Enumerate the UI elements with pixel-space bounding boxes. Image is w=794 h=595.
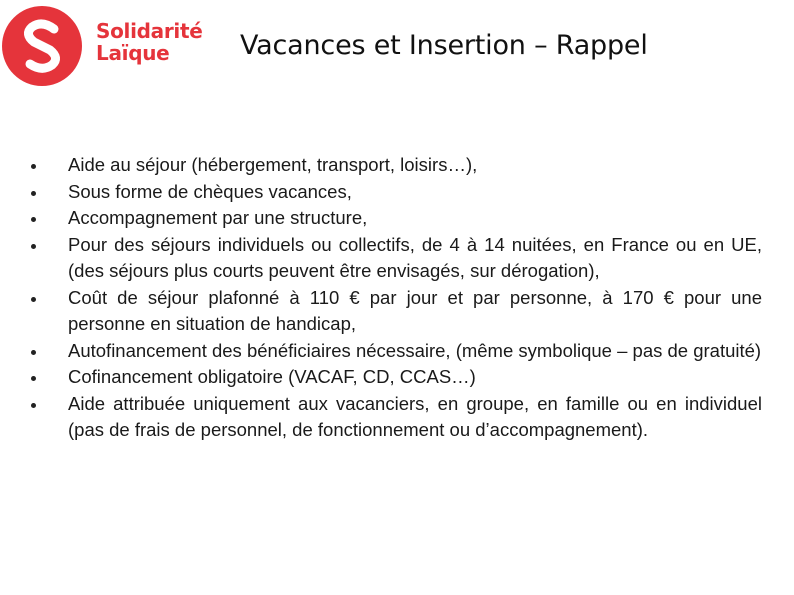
bullet-dot-icon xyxy=(31,217,36,222)
list-item-text: Pour des séjours individuels ou collectifs, de 4 à 14 nuitées, en France ou en UE, (des séjours plus courts peuvent être envisagés, sur dérogation), xyxy=(68,233,762,281)
list-item-text: Cofinancement obligatoire (VACAF, CD, CCAS…) xyxy=(68,366,476,387)
list-item xyxy=(28,391,762,444)
logo-line-2: Laïque xyxy=(96,41,170,65)
list-item-text: Accompagnement par une structure, xyxy=(68,207,368,228)
logo-wordmark xyxy=(96,20,203,64)
page-title: Vacances et Insertion – Rappel xyxy=(240,30,648,61)
list-item xyxy=(28,364,762,391)
bullet-list xyxy=(28,152,762,444)
list-item xyxy=(28,285,762,338)
list-item-text: Autofinancement des bénéficiaires nécessaire, (même symbolique – pas de gratuité) xyxy=(68,339,762,361)
brand-logo xyxy=(2,6,203,86)
bullet-dot-icon xyxy=(31,297,36,302)
logo-line-1: Solidarité xyxy=(96,19,203,43)
bullet-dot-icon xyxy=(31,164,36,169)
list-item xyxy=(28,338,762,365)
list-item xyxy=(28,152,762,179)
s-logo-icon xyxy=(2,6,82,86)
list-item-text: Coût de séjour plafonné à 110 € par jour et par personne, à 170 € pour une personne en situation de handicap, xyxy=(68,286,762,334)
list-item-text: Aide au séjour (hébergement, transport, loisirs…), xyxy=(68,154,478,175)
bullet-dot-icon xyxy=(31,350,36,355)
list-item xyxy=(28,205,762,232)
bullet-dot-icon xyxy=(31,376,36,381)
bullet-dot-icon xyxy=(31,403,36,408)
list-item-text: Aide attribuée uniquement aux vacanciers, en groupe, en famille ou en individuel (pas de frais de personnel, de fonctionnement ou d’accompagnement). xyxy=(68,392,762,440)
list-item xyxy=(28,232,762,285)
bullet-dot-icon xyxy=(31,244,36,249)
bullet-dot-icon xyxy=(31,191,36,196)
list-item xyxy=(28,179,762,206)
list-item-text: Sous forme de chèques vacances, xyxy=(68,180,352,202)
